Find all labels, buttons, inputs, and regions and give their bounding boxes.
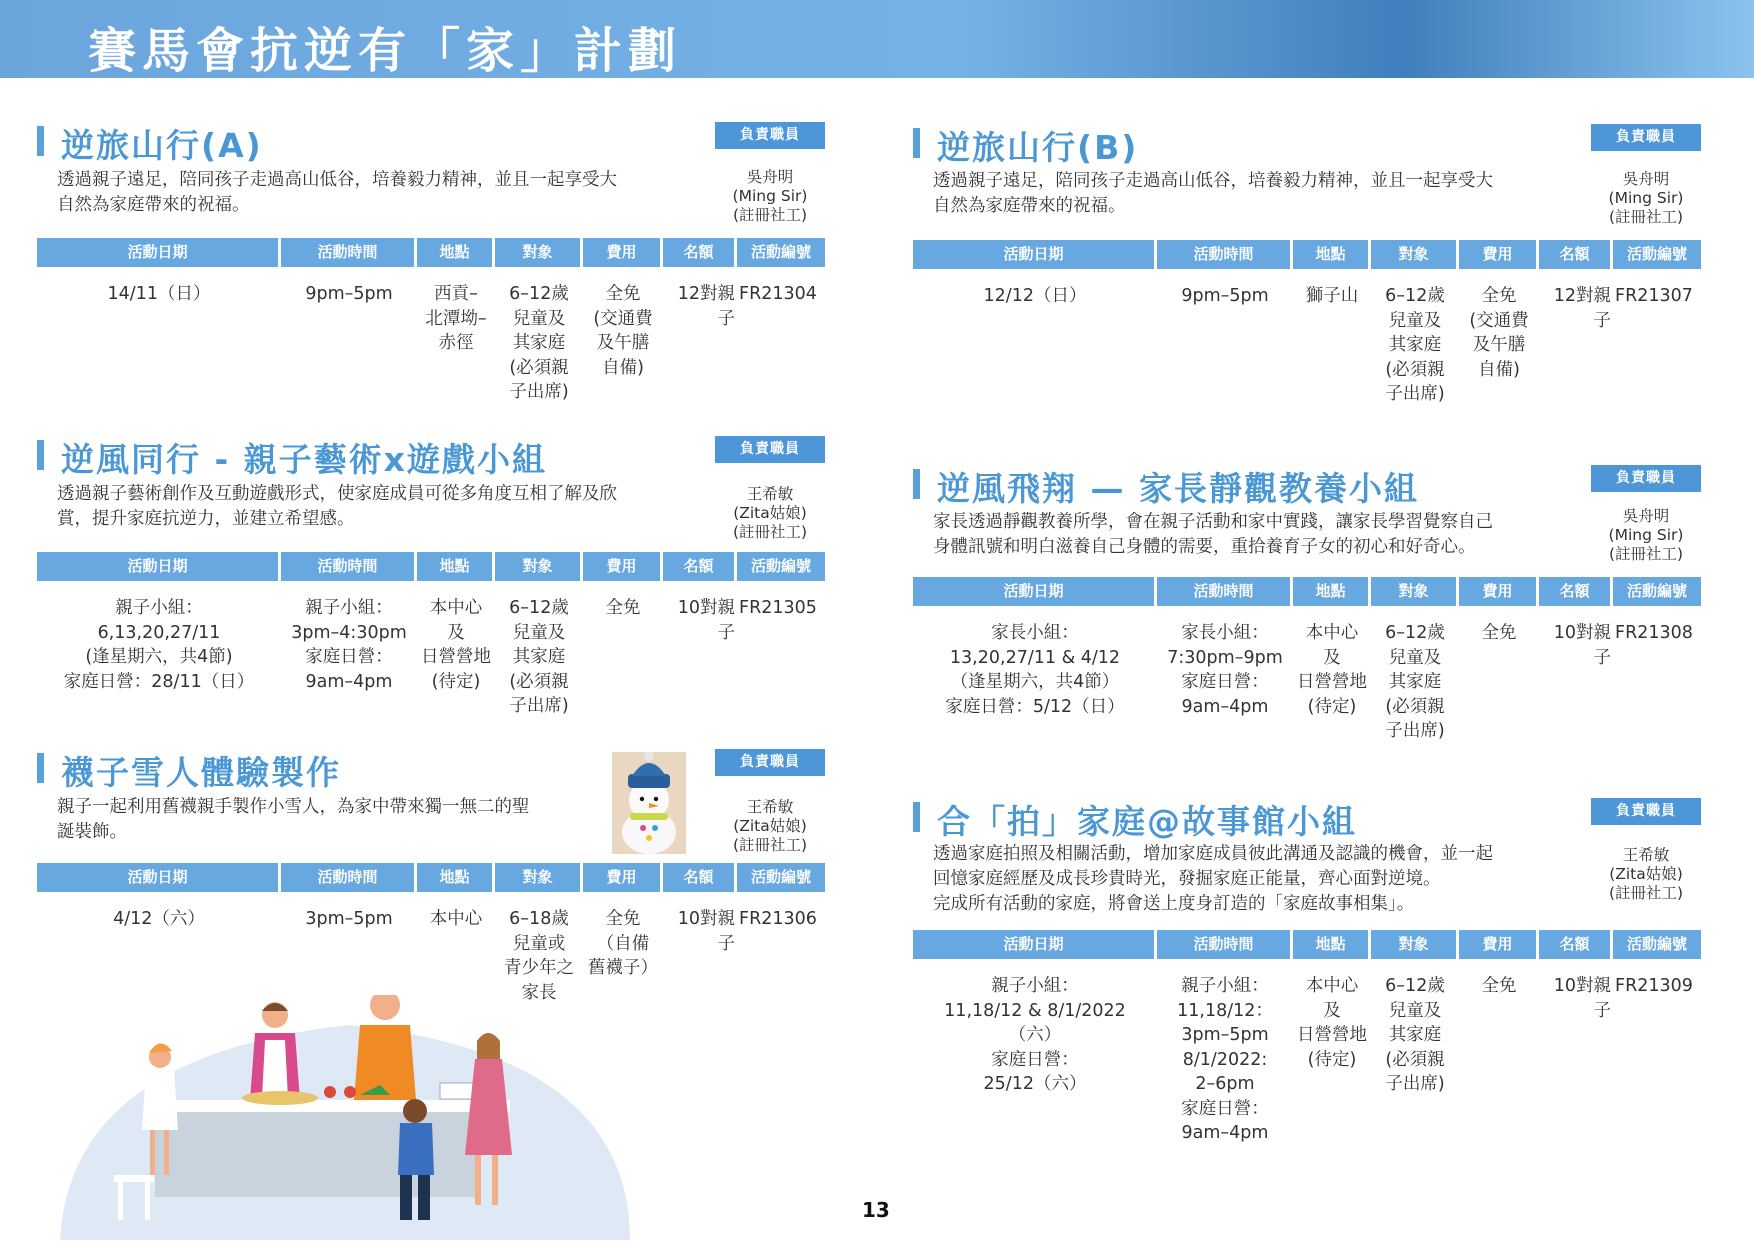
column-header: 名額 — [663, 552, 737, 581]
column-header: 活動時間 — [281, 238, 417, 267]
activity-section — [913, 122, 1701, 422]
staff-label-badge: 負責職員 — [715, 749, 825, 776]
column-header: 費用 — [1459, 930, 1539, 959]
target-cell: 6–12歲 兒童及 其家庭 (必須親 子出席) — [509, 598, 569, 716]
activity-code-cell: FR21308 — [1615, 623, 1693, 643]
column-header: 活動時間 — [1157, 930, 1293, 959]
staff-info: 王希敏 (Zita姑娘) (註冊社工) — [732, 798, 808, 854]
snowman-photo — [612, 752, 686, 854]
section-accent-bar — [37, 753, 44, 783]
section-title: 逆風同行 - 親子藝術x遊戲小組 — [61, 440, 547, 479]
fee-cell: 全免 （自備 舊襪子） — [588, 909, 658, 978]
column-header: 費用 — [1459, 240, 1539, 269]
quota-cell: 10對親子 — [1553, 976, 1611, 1021]
activity-code-cell: FR21304 — [739, 284, 817, 304]
activity-date-cell: 親子小組： 6,13,20,27/11 (逢星期六，共4節) 家庭日營：28/11（日） — [63, 598, 255, 692]
column-header: 活動編號 — [750, 868, 811, 886]
activity-time-cell: 家長小組： 7:30pm–9pm 家庭日營： 9am–4pm — [1167, 623, 1283, 717]
fee-cell: 全免 (交通費 及午膳 自備) — [1469, 286, 1529, 380]
section-title: 襪子雪人體驗製作 — [61, 753, 341, 792]
column-header: 對象 — [1371, 240, 1459, 269]
section-description: 透過親子藝術創作及互動遊戲形式，使家庭成員可從多角度互相了解及欣 賞，提升家庭抗逆力，並建立希望感。 — [57, 484, 617, 529]
target-cell: 6–12歲 兒童及 其家庭 (必須親 子出席) — [1385, 286, 1445, 404]
staff-label-badge: 負責職員 — [715, 122, 825, 149]
staff-info: 吳舟明 (Ming Sir) (註冊社工) — [1608, 170, 1684, 226]
column-header: 活動時間 — [1157, 577, 1293, 606]
target-cell: 6–12歲 兒童及 其家庭 (必須親 子出席) — [1385, 623, 1445, 741]
staff-label-badge: 負責職員 — [1591, 465, 1701, 492]
section-accent-bar — [913, 128, 920, 158]
table-header — [37, 552, 825, 581]
column-header: 名額 — [663, 238, 737, 267]
column-header: 費用 — [583, 863, 663, 892]
activity-code-cell: FR21306 — [739, 909, 817, 929]
venue-cell: 獅子山 — [1305, 286, 1359, 306]
table-row — [37, 907, 825, 1005]
section-title: 逆旅山行(A) — [61, 126, 263, 165]
column-header: 活動時間 — [281, 552, 417, 581]
section-accent-bar — [913, 802, 920, 832]
column-header: 活動日期 — [37, 863, 281, 892]
activity-code-cell: FR21309 — [1615, 976, 1693, 996]
column-header: 名額 — [1539, 240, 1613, 269]
column-header: 地點 — [1293, 240, 1371, 269]
section-header — [913, 796, 1701, 840]
table-row — [913, 621, 1701, 744]
column-header: 地點 — [417, 238, 495, 267]
column-header: 地點 — [417, 863, 495, 892]
venue-cell: 本中心 及 日營營地 (待定) — [1297, 623, 1367, 717]
staff-label-badge: 負責職員 — [715, 436, 825, 463]
section-title: 合「拍」家庭@故事館小組 — [937, 802, 1357, 841]
fee-cell: 全免 (交通費 及午膳 自備) — [593, 284, 653, 378]
column-header: 活動時間 — [281, 863, 417, 892]
activity-section — [37, 434, 825, 734]
column-header: 活動日期 — [37, 238, 281, 267]
section-title: 逆風飛翔 — 家長靜觀教養小組 — [937, 469, 1419, 508]
staff-info: 吳舟明 (Ming Sir) (註冊社工) — [1608, 507, 1684, 563]
column-header: 費用 — [1459, 577, 1539, 606]
page-number: 13 — [862, 1198, 890, 1222]
staff-label-badge: 負責職員 — [1591, 798, 1701, 825]
target-cell: 6–12歲 兒童及 其家庭 (必須親 子出席) — [509, 284, 569, 402]
table-header — [37, 238, 825, 267]
column-header: 活動日期 — [913, 577, 1157, 606]
column-header: 活動編號 — [1626, 582, 1687, 600]
section-description: 親子一起利用舊襪親手製作小雪人，為家中帶來獨一無二的聖 誕裝飾。 — [57, 797, 530, 842]
section-header — [37, 747, 825, 791]
section-description: 透過家庭拍照及相關活動，增加家庭成員彼此溝通及認識的機會，並一起 回憶家庭經歷及成長珍貴時光，發掘家庭正能量，齊心面對逆境。 完成所有活動的家庭，將會送上度身訂造的「家庭故事相集」。 — [933, 844, 1493, 914]
table-header — [913, 577, 1701, 606]
venue-cell: 西貢– 北潭坳– 赤徑 — [425, 284, 487, 353]
section-header — [37, 120, 825, 164]
column-header: 活動日期 — [37, 552, 281, 581]
section-description: 透過親子遠足，陪同孩子走過高山低谷，培養毅力精神，並且一起享受大 自然為家庭帶來的祝福。 — [57, 170, 617, 215]
fee-cell: 全免 — [1481, 623, 1517, 643]
target-cell: 6–18歲 兒童或 青少年之 家長 — [504, 909, 574, 1003]
quota-cell: 10對親子 — [677, 598, 735, 643]
staff-info: 吳舟明 (Ming Sir) (註冊社工) — [732, 168, 808, 224]
quota-cell: 12對親子 — [1553, 286, 1611, 331]
activity-section — [37, 120, 825, 420]
column-header: 活動編號 — [1626, 935, 1687, 953]
activity-code-cell: FR21305 — [739, 598, 817, 618]
quota-cell: 12對親子 — [677, 284, 735, 329]
column-header: 活動日期 — [913, 240, 1157, 269]
table-row — [913, 974, 1701, 1146]
page-title: 賽馬會抗逆有「家」計劃 — [88, 23, 683, 79]
column-header: 名額 — [1539, 930, 1613, 959]
staff-label-badge: 負責職員 — [1591, 124, 1701, 151]
column-header: 對象 — [495, 238, 583, 267]
section-accent-bar — [37, 126, 44, 156]
activity-date-cell: 14/11（日） — [107, 284, 211, 304]
activity-time-cell: 親子小組： 3pm–4:30pm 家庭日營： 9am–4pm — [291, 598, 407, 692]
table-header — [913, 240, 1701, 269]
quota-cell: 10對親子 — [677, 909, 735, 954]
staff-info: 王希敏 (Zita姑娘) (註冊社工) — [732, 485, 808, 541]
family-cooking-illustration — [60, 995, 640, 1240]
section-accent-bar — [913, 469, 920, 499]
venue-cell: 本中心 及 日營營地 (待定) — [1297, 976, 1367, 1070]
column-header: 對象 — [1371, 930, 1459, 959]
section-title: 逆旅山行(B) — [937, 128, 1139, 167]
column-header: 地點 — [417, 552, 495, 581]
column-header: 活動時間 — [1157, 240, 1293, 269]
quota-cell: 10對親子 — [1553, 623, 1611, 668]
column-header: 地點 — [1293, 577, 1371, 606]
column-header: 對象 — [495, 552, 583, 581]
section-header — [37, 434, 825, 478]
column-header: 費用 — [583, 552, 663, 581]
table-header — [913, 930, 1701, 959]
activity-time-cell: 3pm–5pm — [305, 909, 393, 929]
target-cell: 6–12歲 兒童及 其家庭 (必須親 子出席) — [1385, 976, 1445, 1094]
table-header — [37, 863, 825, 892]
column-header: 名額 — [1539, 577, 1613, 606]
column-header: 活動日期 — [913, 930, 1157, 959]
column-header: 活動編號 — [1626, 245, 1687, 263]
section-header — [913, 122, 1701, 166]
activity-time-cell: 9pm–5pm — [305, 284, 393, 304]
column-header: 費用 — [583, 238, 663, 267]
fee-cell: 全免 — [605, 598, 641, 618]
activity-time-cell: 9pm–5pm — [1181, 286, 1269, 306]
section-header — [913, 463, 1701, 507]
column-header: 對象 — [495, 863, 583, 892]
table-row — [37, 282, 825, 405]
activity-date-cell: 12/12（日） — [983, 286, 1087, 306]
activity-code-cell: FR21307 — [1615, 286, 1693, 306]
activity-section — [913, 796, 1701, 1143]
table-row — [37, 596, 825, 719]
column-header: 地點 — [1293, 930, 1371, 959]
section-description: 家長透過靜觀教養所學，會在親子活動和家中實踐，讓家長學習覺察自己 身體訊號和明白滋養自己身體的需要，重拾養育子女的初心和好奇心。 — [933, 512, 1493, 557]
activity-date-cell: 親子小組： 11,18/12 & 8/1/2022 （六） 家庭日營： 25/12（六） — [944, 976, 1126, 1094]
activity-section — [913, 463, 1701, 763]
activity-date-cell: 家長小組： 13,20,27/11 & 4/12 （逢星期六，共4節） 家庭日營：5/12（日） — [945, 623, 1125, 717]
section-description: 透過親子遠足，陪同孩子走過高山低谷，培養毅力精神，並且一起享受大 自然為家庭帶來的祝福。 — [933, 171, 1493, 216]
fee-cell: 全免 — [1481, 976, 1517, 996]
venue-cell: 本中心 — [429, 909, 483, 929]
activity-date-cell: 4/12（六） — [113, 909, 205, 929]
column-header: 名額 — [663, 863, 737, 892]
table-row — [913, 284, 1701, 407]
column-header: 對象 — [1371, 577, 1459, 606]
column-header: 活動編號 — [750, 243, 811, 261]
staff-info: 王希敏 (Zita姑娘) (註冊社工) — [1608, 846, 1684, 902]
venue-cell: 本中心 及 日營營地 (待定) — [421, 598, 491, 692]
column-header: 活動編號 — [750, 557, 811, 575]
section-accent-bar — [37, 440, 44, 470]
header-banner — [0, 0, 1754, 78]
activity-time-cell: 親子小組： 11,18/12： 3pm–5pm 8/1/2022: 2–6pm 家庭日營： 9am–4pm — [1177, 976, 1273, 1143]
